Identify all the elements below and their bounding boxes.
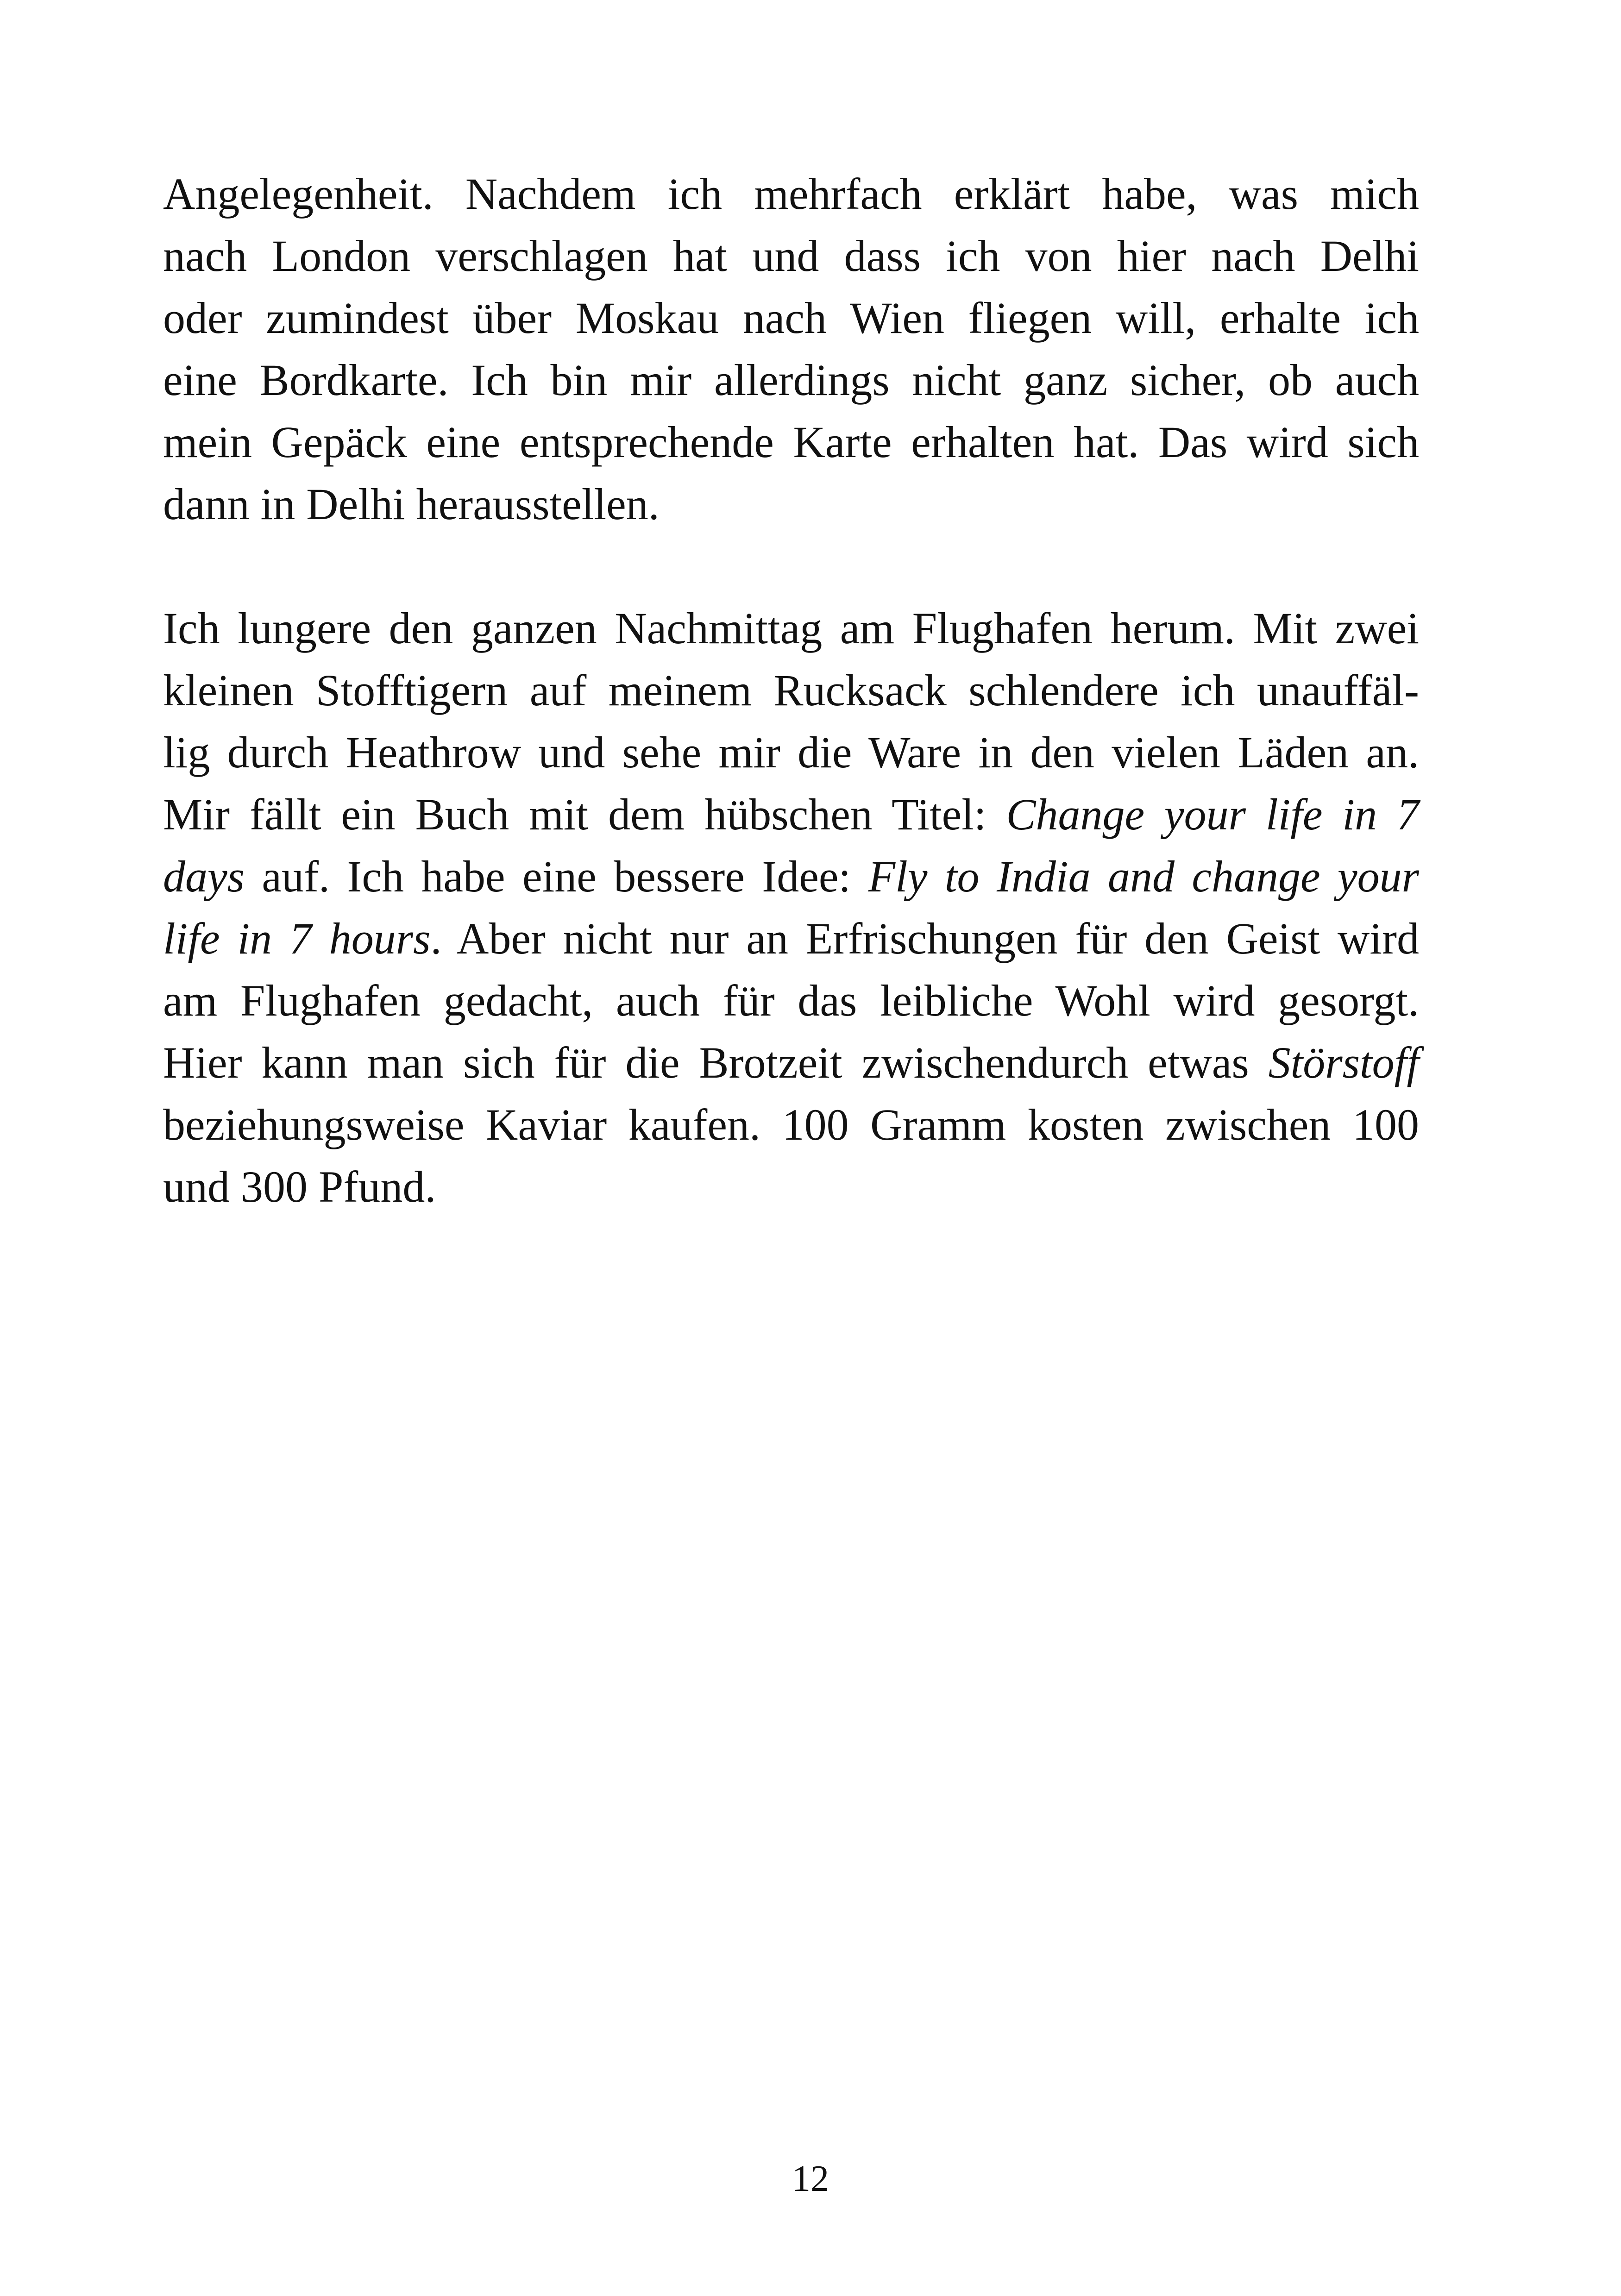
text-segment: und 300 Pfund.: [163, 1162, 436, 1211]
text-segment: auf. Ich habe eine bessere Idee:: [244, 852, 868, 901]
text-segment: kleinen Stofftigern auf meinem Rucksack schlendere ich unauffäl-: [163, 665, 1419, 715]
text-segment: eine Bordkarte. Ich bin mir allerdings nicht ganz sicher, ob auch: [163, 355, 1419, 405]
italic-text: Change your life in 7: [1006, 790, 1419, 839]
body-text: [163, 163, 1419, 1218]
text-segment: . Aber nicht nur an Erfrischungen für den Geist wird: [430, 914, 1420, 963]
text-segment: mein Gepäck eine entsprechende Karte erhalten hat. Das wird sich: [163, 417, 1419, 467]
italic-text: life in 7 hours: [163, 914, 431, 963]
text-line: [163, 597, 1419, 659]
paragraph-gap: [163, 535, 1419, 597]
text-line: [163, 1032, 1419, 1094]
italic-text: Fly to India and change your: [868, 852, 1420, 901]
text-segment: beziehungsweise Kaviar kaufen. 100 Gramm kosten zwischen 100: [163, 1100, 1419, 1149]
text-segment: lig durch Heathrow und sehe mir die Ware in den vielen Läden an.: [163, 728, 1419, 777]
text-segment: Angelegenheit. Nachdem ich mehrfach erklärt habe, was mich: [163, 169, 1419, 219]
text-line: [163, 970, 1419, 1032]
paragraph: [163, 597, 1419, 1218]
text-line: [163, 1156, 1419, 1218]
text-line: [163, 784, 1419, 846]
text-segment: Ich lungere den ganzen Nachmittag am Flughafen herum. Mit zwei: [163, 603, 1419, 653]
text-line: [163, 659, 1419, 721]
text-line: [163, 908, 1419, 970]
text-line: [163, 349, 1419, 411]
text-segment: oder zumindest über Moskau nach Wien fliegen will, erhalte ich: [163, 293, 1419, 343]
text-line: [163, 411, 1419, 473]
text-line: [163, 163, 1419, 225]
text-segment: Mir fällt ein Buch mit dem hübschen Titel:: [163, 790, 1006, 839]
text-segment: nach London verschlagen hat und dass ich von hier nach Delhi: [163, 231, 1419, 281]
text-segment: Hier kann man sich für die Brotzeit zwischendurch etwas: [163, 1038, 1269, 1087]
page-number: 12: [792, 2158, 829, 2199]
text-segment: dann in Delhi herausstellen.: [163, 479, 660, 529]
italic-text: days: [163, 852, 245, 901]
text-line: [163, 287, 1419, 349]
text-line: [163, 1094, 1419, 1156]
paragraph: [163, 163, 1419, 535]
text-line: [163, 721, 1419, 784]
text-line: [163, 225, 1419, 287]
text-segment: am Flughafen gedacht, auch für das leibliche Wohl wird gesorgt.: [163, 976, 1419, 1025]
italic-text: Störstoff: [1268, 1038, 1419, 1087]
text-line: [163, 473, 1419, 535]
text-line: [163, 846, 1419, 908]
